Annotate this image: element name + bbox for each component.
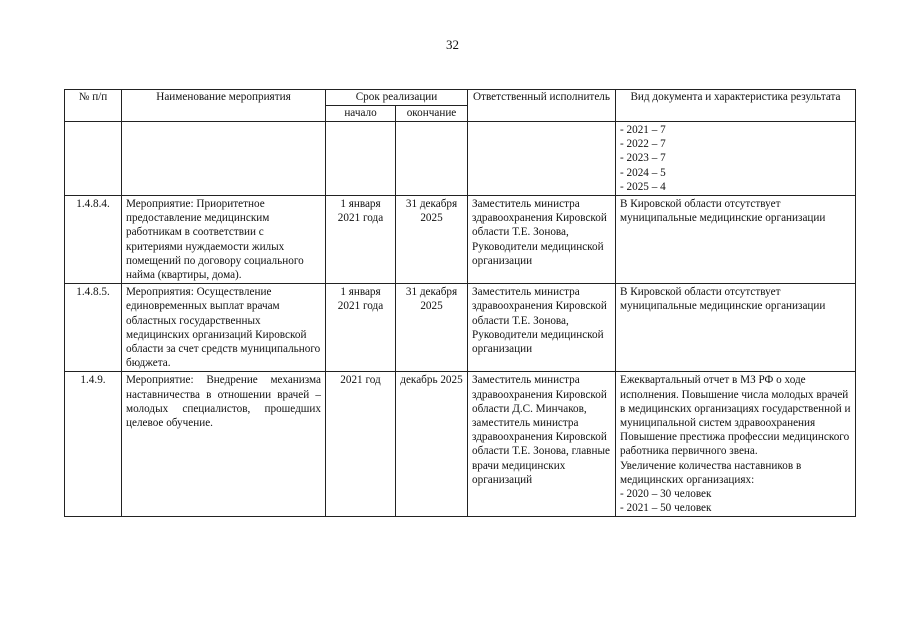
- row-result: [616, 196, 856, 284]
- header-number: № п/п: [65, 90, 122, 122]
- row-responsible: Заместитель министра здравоохранения Кировской области Т.Е. Зонова, Руководители медицинской организации: [468, 196, 616, 284]
- row-number: [65, 122, 122, 196]
- row-number: 1.4.9.: [65, 372, 122, 517]
- measures-table: [64, 89, 856, 517]
- header-term: Срок реализации: [326, 90, 468, 106]
- row-end: 31 декабря 2025: [396, 196, 468, 284]
- table-row: [65, 196, 856, 284]
- row-responsible: Заместитель министра здравоохранения Кировской области Д.С. Минчаков, заместитель министра здравоохранения Кировской области Т.Е. Зонова, главные врачи медицинских организаций: [468, 372, 616, 517]
- row-start: 1 января 2021 года: [326, 284, 396, 372]
- row-start: 2021 год: [326, 372, 396, 517]
- page-number: 32: [446, 37, 459, 52]
- row-end: декабрь 2025: [396, 372, 468, 517]
- row-number: 1.4.8.4.: [65, 196, 122, 284]
- row-name: [122, 122, 326, 196]
- table-row: [65, 372, 856, 517]
- row-end: 31 декабря 2025: [396, 284, 468, 372]
- result-line: - 2023 – 7: [620, 152, 666, 165]
- row-end: [396, 122, 468, 196]
- header-end: окончание: [396, 106, 468, 122]
- row-start: 1 января 2021 года: [326, 196, 396, 284]
- table-row: [65, 122, 856, 196]
- row-responsible: [468, 122, 616, 196]
- header-result: Вид документа и характеристика результата: [616, 90, 856, 122]
- result-line: В Кировской области отсутствует муниципальные медицинские организации: [620, 286, 826, 313]
- row-result: [616, 122, 856, 196]
- row-name: Мероприятие: Приоритетное предоставление медицинским работникам в соответствии с критериями нуждаемости жилых помещений по договору социального найма (квартиры, дома).: [122, 196, 326, 284]
- row-name: Мероприятие: Внедрение механизма наставничества в отношении врачей – молодых специалистов, прошедших целевое обучение.: [122, 372, 326, 517]
- row-name: Мероприятия: Осуществление единовременных выплат врачам областных государственных медицинских организаций Кировской области за счет средств муниципального бюджета.: [122, 284, 326, 372]
- result-line: Ежеквартальный отчет в МЗ РФ о ходе исполнения. Повышение числа молодых врачей в медицинских организациях государственной и муниципальной систем здравоохранения: [620, 374, 851, 430]
- result-line: - 2021 – 50 человек: [620, 502, 712, 515]
- table-row: [65, 284, 856, 372]
- result-line: Увеличение количества наставников в медицинских организациях:: [620, 459, 802, 486]
- header-name: Наименование мероприятия: [122, 90, 326, 122]
- row-responsible: Заместитель министра здравоохранения Кировской области Т.Е. Зонова, Руководители медицинской организации: [468, 284, 616, 372]
- row-start: [326, 122, 396, 196]
- result-line: - 2020 – 30 человек: [620, 488, 712, 501]
- result-line: Повышение престижа профессии медицинского работника первичного звена.: [620, 431, 850, 458]
- result-line: - 2021 – 7: [620, 124, 666, 136]
- row-result: [616, 372, 856, 517]
- row-number: 1.4.8.5.: [65, 284, 122, 372]
- result-line: - 2024 – 5: [620, 166, 666, 179]
- table-header-row: [65, 90, 856, 106]
- header-start: начало: [326, 106, 396, 122]
- header-responsible: Ответственный исполнитель: [468, 90, 616, 122]
- row-result: [616, 284, 856, 372]
- result-line: В Кировской области отсутствует муниципальные медицинские организации: [620, 198, 826, 225]
- result-line: - 2025 – 4: [620, 180, 666, 193]
- result-line: - 2022 – 7: [620, 138, 666, 151]
